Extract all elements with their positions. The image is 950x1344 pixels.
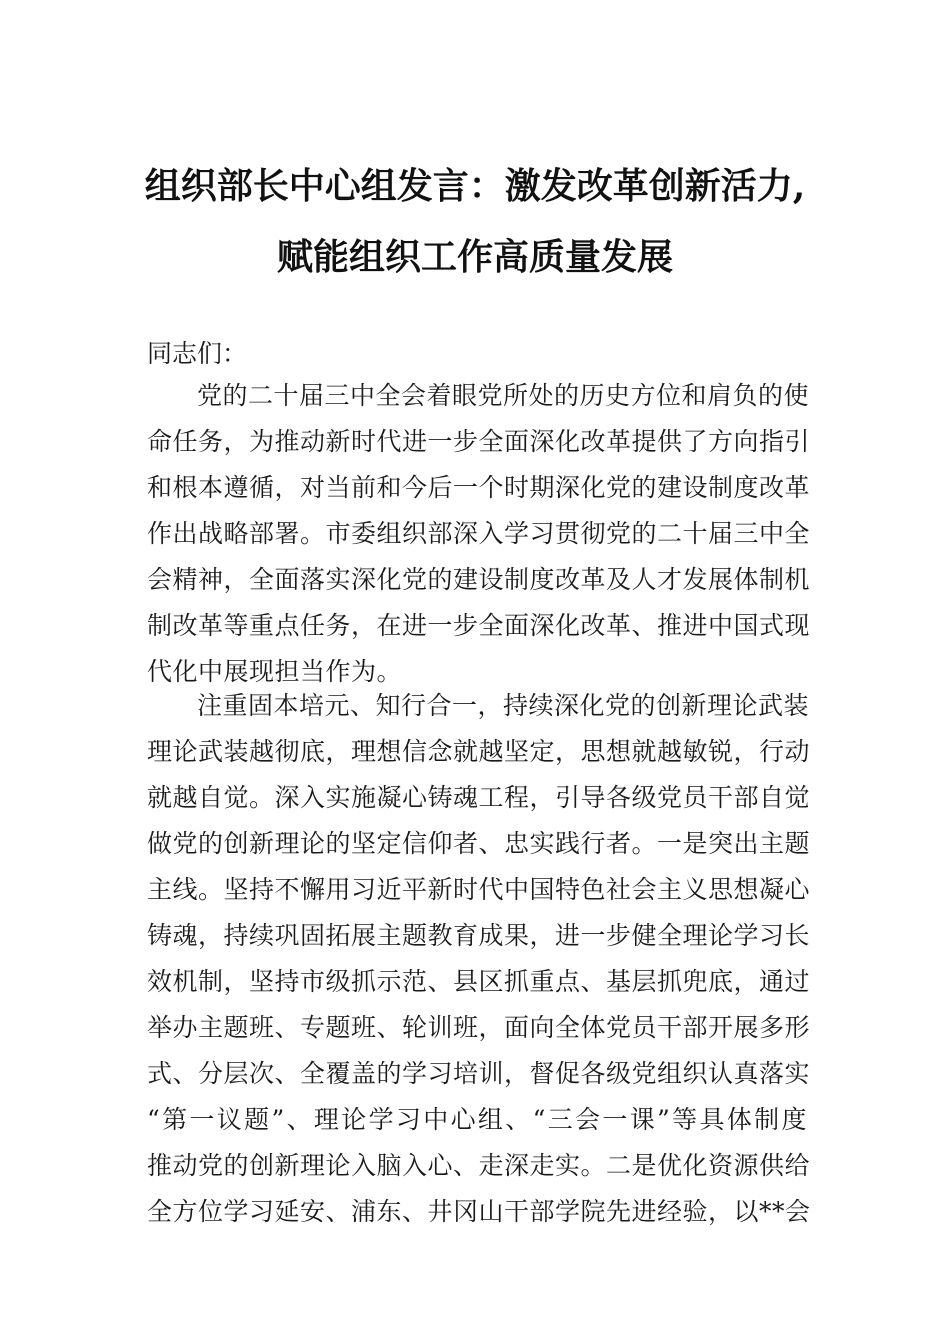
paragraph-line: 会精神，全面落实深化党的建设制度改革及人才发展体制机 (147, 565, 811, 594)
paragraph-line: 制改革等重点任务，在进一步全面深化改革、推进中国式现 (147, 611, 811, 640)
paragraph-line: 做党的创新理论的坚定信仰者、忠实践行者。一是突出主题 (147, 829, 811, 858)
paragraph-line: 理论武装越彻底，理想信念就越坚定，思想就越敏锐，行动 (147, 737, 811, 766)
paragraph-line: 党的二十届三中全会着眼党所处的历史方位和肩负的使 (197, 381, 810, 410)
paragraph-line: 注重固本培元、知行合一，持续深化党的创新理论武装 (197, 691, 810, 720)
paragraph-line: 效机制，坚持市级抓示范、县区抓重点、基层抓兜底，通过 (147, 967, 811, 996)
paragraph-line: 主线。坚持不懈用习近平新时代中国特色社会主义思想凝心 (147, 875, 811, 904)
paragraph-line: 举办主题班、专题班、轮训班，面向全体党员干部开展多形 (147, 1013, 811, 1042)
paragraph-line: 铸魂，持续巩固拓展主题教育成果，进一步健全理论学习长 (147, 921, 811, 950)
paragraph-line: 作出战略部署。市委组织部深入学习贯彻党的二十届三中全 (147, 519, 811, 548)
paragraph-line: 和根本遵循，对当前和今后一个时期深化党的建设制度改革 (147, 473, 811, 502)
paragraph-line: 式、分层次、全覆盖的学习培训，督促各级党组织认真落实 (147, 1059, 811, 1088)
document-title-line-1: 组织部长中心组发言：激发改革创新活力, (144, 165, 806, 207)
paragraph-line: “第一议题”、理论学习中心组、“三会一课”等具体制度 (147, 1105, 807, 1134)
paragraph-line: 推动党的创新理论入脑入心、走深走实。二是优化资源供给 (147, 1151, 811, 1180)
salutation: 同志们： (147, 339, 248, 368)
document-title-line-2: 赋能组织工作高质量发展 (276, 236, 673, 278)
paragraph-line: 就越自觉。深入实施凝心铸魂工程，引导各级党员干部自觉 (147, 783, 811, 812)
paragraph-line: 命任务，为推动新时代进一步全面深化改革提供了方向指引 (147, 427, 811, 456)
paragraph-line: 代化中展现担当作为。 (147, 657, 403, 686)
paragraph-1 (147, 373, 811, 695)
paragraph-line: 全方位学习延安、浦东、井冈山干部学院先进经验，以**会 (147, 1197, 811, 1226)
paragraph-2 (147, 683, 811, 1235)
